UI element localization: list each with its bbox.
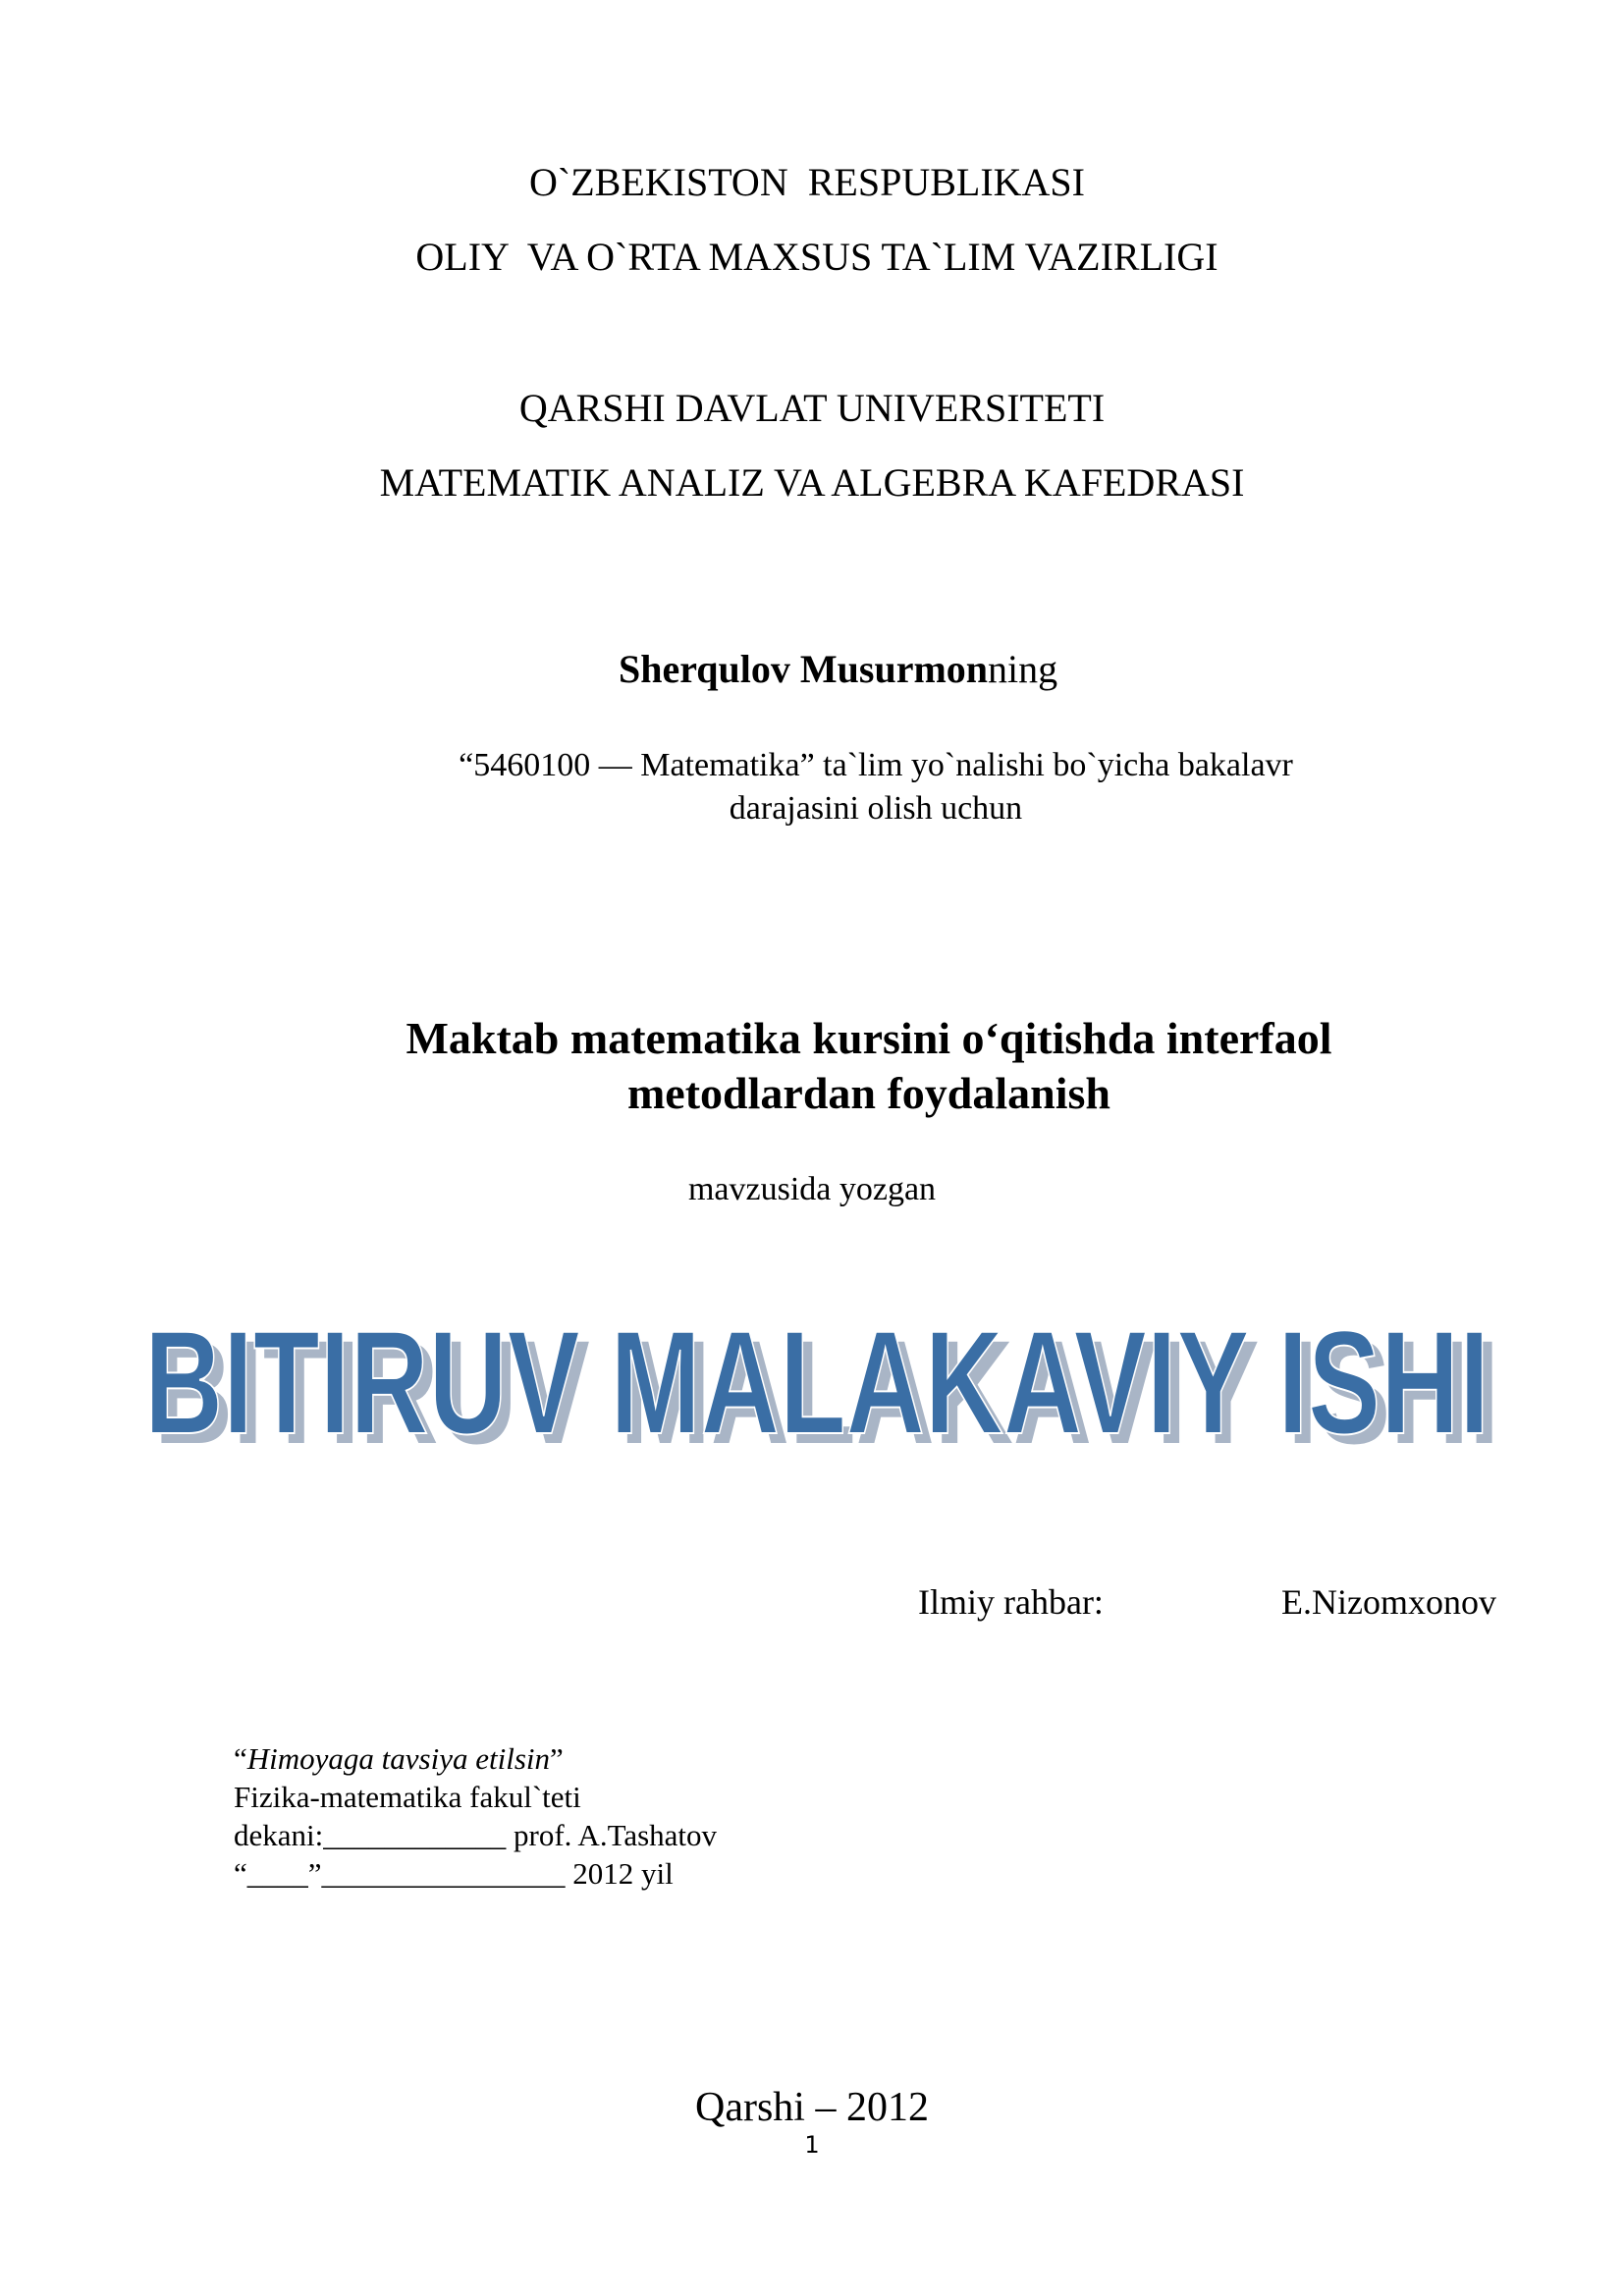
topic-line-1: Maktab matematika kursini o‘qitishda interfaol <box>406 1013 1332 1063</box>
header-country: O`ZBEKISTON RESPUBLIKASI <box>529 160 1085 204</box>
thesis-topic <box>245 1011 1492 1121</box>
approval-date: “____”________________ 2012 yil <box>234 1856 674 1891</box>
student-name-bold: Sherqulov Musurmon <box>619 647 989 691</box>
approval-dean: dekani:____________ prof. A.Tashatov <box>234 1818 718 1852</box>
supervisor-label: Ilmiy rahbar: <box>918 1582 1104 1622</box>
approval-quote-text: Himoyaga tavsiya etilsin <box>246 1741 550 1776</box>
page-number: 1 <box>804 2131 820 2159</box>
program-description <box>314 744 1437 830</box>
header-department: MATEMATIK ANALIZ VA ALGEBRA KAFEDRASI <box>379 460 1245 505</box>
work-title-shadow: BITIRUV MALAKAVIY ISHI <box>154 1309 1499 1474</box>
topic-note: mavzusida yozgan <box>687 1171 937 1207</box>
approval-faculty: Fizika-matematika fakul`teti <box>234 1780 581 1814</box>
student-name-suffix: ning <box>988 647 1058 691</box>
work-title-text: BITIRUV MALAKAVIY ISHI <box>144 1306 1489 1465</box>
topic-line-2: metodlardan foydalanish <box>626 1068 1111 1118</box>
header-university: QARSHI DAVLAT UNIVERSITETI <box>518 386 1106 430</box>
header-ministry: OLIY VA O`RTA MAXSUS TA`LIM VAZIRLIGI <box>415 235 1218 279</box>
place-year: Qarshi – 2012 <box>695 2085 929 2130</box>
program-line-1: “5460100 — Matematika” ta`lim yo`nalishi bo`yicha bakalavr <box>459 747 1293 783</box>
student-name <box>619 646 1057 693</box>
approval-quote-close: ” <box>550 1741 564 1776</box>
program-line-2: darajasini olish uchun <box>729 790 1023 827</box>
supervisor-name: E.Nizomxonov <box>1281 1582 1496 1622</box>
work-title-graphic <box>0 1306 1624 1482</box>
approval-quote-open: “ <box>234 1741 247 1776</box>
approval-recommendation <box>234 1739 564 1778</box>
